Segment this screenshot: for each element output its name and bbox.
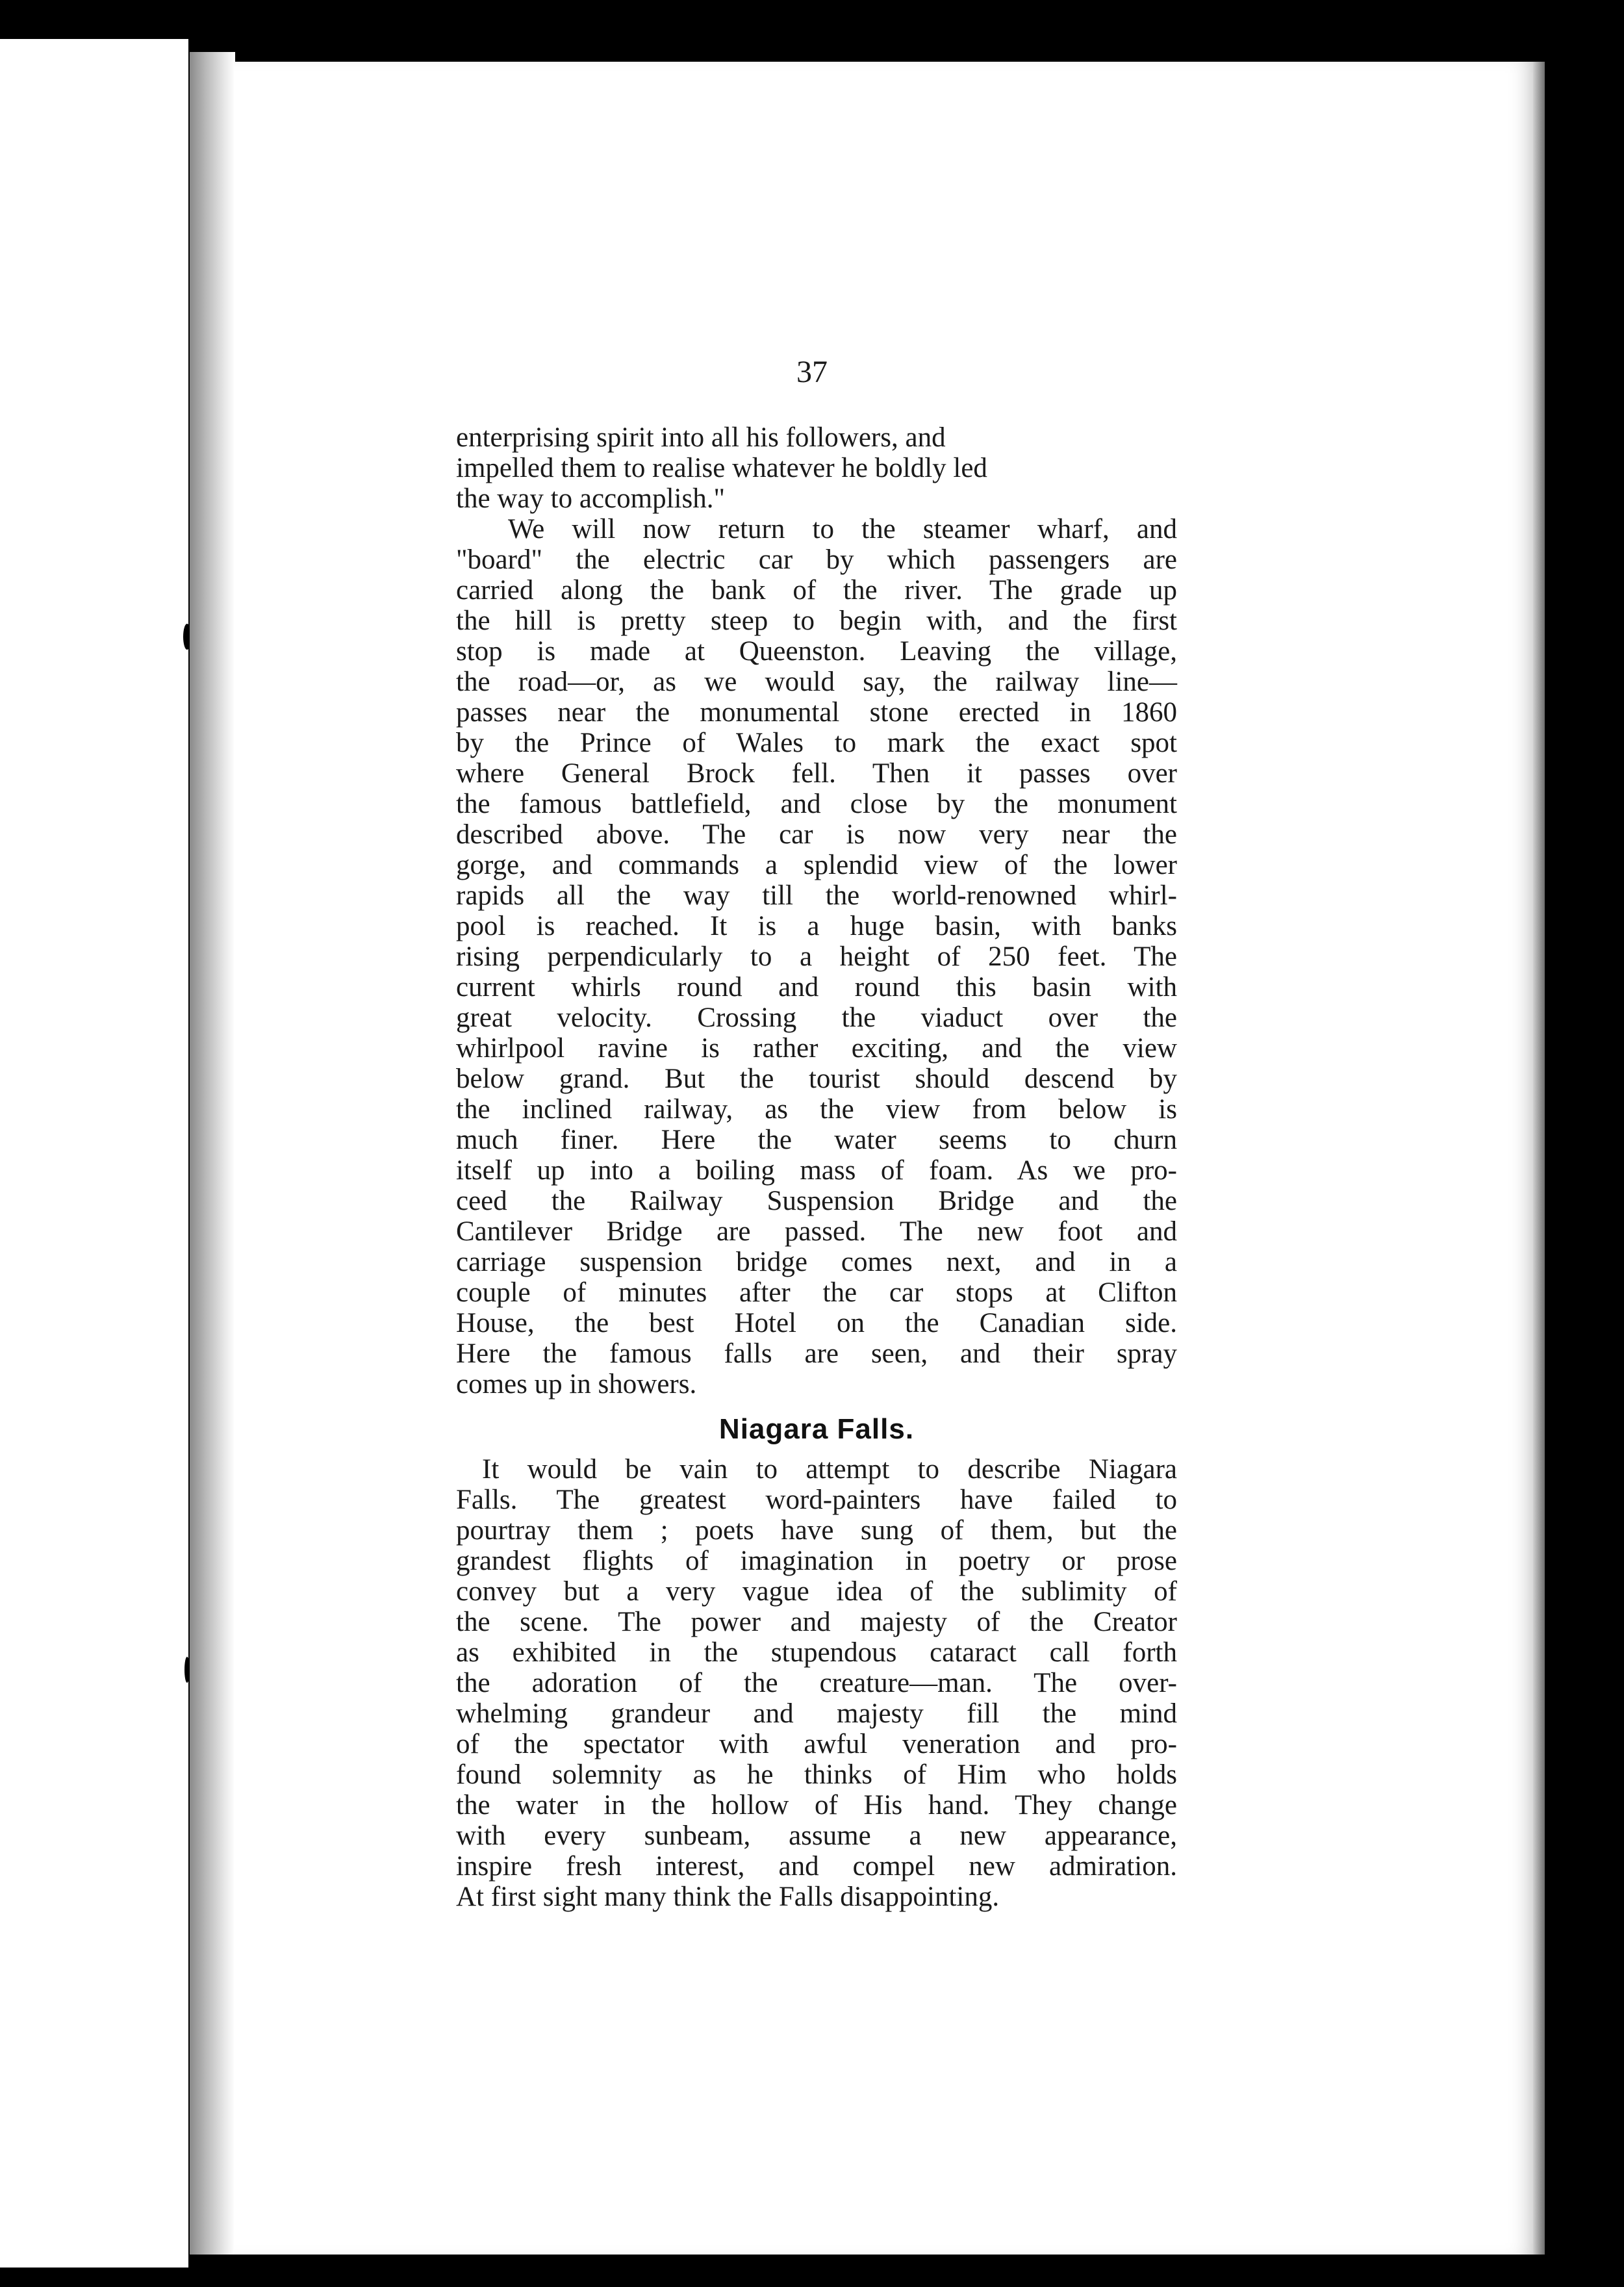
text-line: the adoration of the creature—man. The over- (456, 1668, 1177, 1698)
text-line: found solemnity as he thinks of Him who holds (456, 1759, 1177, 1790)
text-line: enterprising spirit into all his followers, and (456, 422, 946, 453)
text-line: rapids all the way till the world-renowned whirl- (456, 880, 1177, 911)
text-line: Cantilever Bridge are passed. The new foot and (456, 1216, 1177, 1247)
text-line: Falls. The greatest word-painters have failed to (456, 1485, 1177, 1515)
text-line: At first sight many think the Falls disappointing. (456, 1882, 1000, 1912)
section-heading: Niagara Falls. (718, 1413, 915, 1445)
text-line: pool is reached. It is a huge basin, with banks (456, 911, 1177, 941)
text-line: itself up into a boiling mass of foam. As we pro- (456, 1155, 1177, 1186)
text-line: convey but a very vague idea of the sublimity of (456, 1576, 1177, 1607)
text-line: the road—or, as we would say, the railway line— (456, 667, 1177, 697)
text-line: the inclined railway, as the view from below is (456, 1094, 1177, 1125)
text-line: comes up in showers. (456, 1369, 697, 1399)
text-line: grandest flights of imagination in poetry or prose (456, 1546, 1177, 1576)
paragraph-continuation (456, 422, 1177, 514)
text-line: as exhibited in the stupendous cataract call forth (456, 1637, 1177, 1668)
text-line: described above. The car is now very near the (456, 819, 1177, 850)
text-line: rising perpendicularly to a height of 250 feet. The (456, 941, 1177, 972)
text-line: inspire fresh interest, and compel new admiration. (456, 1851, 1177, 1882)
text-line: below grand. But the tourist should descend by (456, 1064, 1177, 1094)
text-line: the famous battlefield, and close by the monument (456, 789, 1177, 819)
text-line: current whirls round and round this basin with (456, 972, 1177, 1003)
text-line: by the Prince of Wales to mark the exact spot (456, 728, 1177, 758)
text-line: ceed the Railway Suspension Bridge and the (456, 1186, 1177, 1216)
text-line: the scene. The power and majesty of the Creator (456, 1607, 1177, 1637)
binding-mark (184, 1657, 190, 1683)
text-line: great velocity. Crossing the viaduct over the (456, 1003, 1177, 1033)
paragraph-niagara-falls (456, 1454, 1177, 1912)
page-right-edge (1533, 62, 1545, 2255)
text-line: House, the best Hotel on the Canadian side. (456, 1308, 1177, 1338)
text-line: impelled them to realise whatever he boldly led (456, 453, 987, 483)
page-body (456, 422, 1177, 1912)
text-line: the hill is pretty steep to begin with, and the first (456, 606, 1177, 636)
text-line: of the spectator with awful veneration and pro- (456, 1729, 1177, 1759)
text-line: "board" the electric car by which passengers are (456, 544, 1177, 575)
text-line: We will now return to the steamer wharf, and (508, 514, 1177, 544)
text-line: couple of minutes after the car stops at Clifton (456, 1277, 1177, 1308)
text-line: Here the famous falls are seen, and their spray (456, 1338, 1177, 1369)
text-line: where General Brock fell. Then it passes over (456, 758, 1177, 789)
text-line: gorge, and commands a splendid view of the lower (456, 850, 1177, 880)
text-line: carried along the bank of the river. The grade up (456, 575, 1177, 606)
text-line: the water in the hollow of His hand. They change (456, 1790, 1177, 1821)
text-line: the way to accomplish." (456, 483, 726, 514)
page-number: 37 (796, 355, 828, 389)
text-line: stop is made at Queenston. Leaving the village, (456, 636, 1177, 667)
text-line: with every sunbeam, assume a new appearance, (456, 1821, 1177, 1851)
text-line: whirlpool ravine is rather exciting, and the view (456, 1033, 1177, 1064)
paragraph-electric-car (456, 514, 1177, 1399)
text-line: pourtray them ; poets have sung of them, but the (456, 1515, 1177, 1546)
text-line: whelming grandeur and majesty fill the mind (456, 1698, 1177, 1729)
text-line: carriage suspension bridge comes next, and in a (456, 1247, 1177, 1277)
text-line: passes near the monumental stone erected in 1860 (456, 697, 1177, 728)
text-line: much finer. Here the water seems to churn (456, 1125, 1177, 1155)
text-line: It would be vain to attempt to describe Niagara (482, 1454, 1177, 1485)
